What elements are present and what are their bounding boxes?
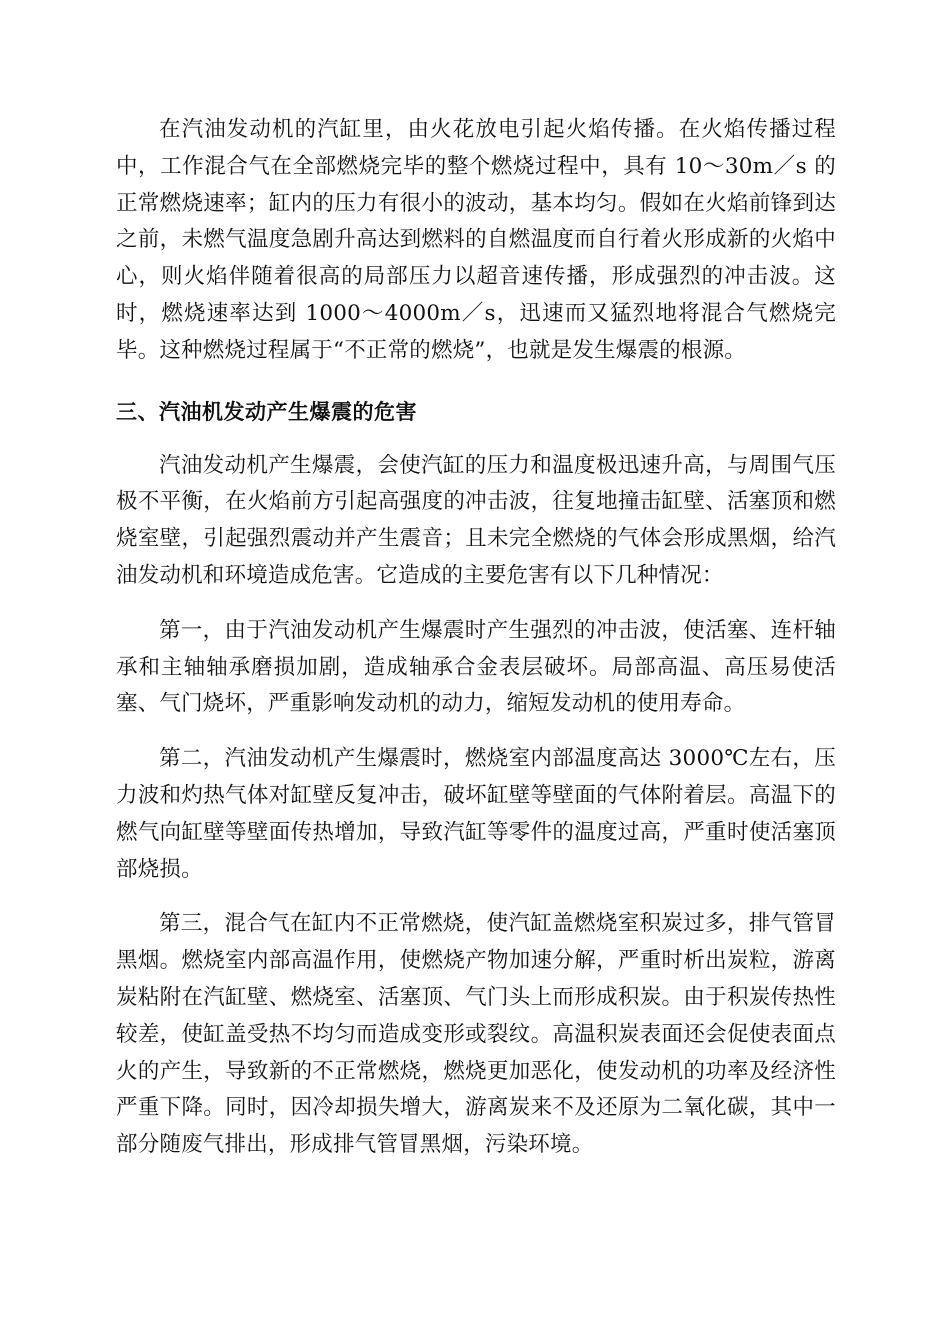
- paragraph-combustion-process: 在汽油发动机的汽缸里，由火花放电引起火焰传播。在火焰传播过程中，工作混合气在全部燃烧完毕的整个燃烧过程中，具有 10～30m／s 的正常燃烧速率；缸内的压力有很小的波动，基本均匀。假如在火焰前锋到达之前，未燃气温度急剧升高达到燃料的自燃温度而自行着火形成新的火焰中心，则火焰伴随着很高的局部压力以超音速传播，形成强烈的冲击波。这时，燃烧速率达到 1000～4000m／s，迅速而又猛烈地将混合气燃烧完毕。这种燃烧过程属于“不正常的燃烧”，也就是发生爆震的根源。: [116, 117, 836, 363]
- paragraph-hazard-first: 第一，由于汽油发动机产生爆震时产生强烈的冲击波，使活塞、连杆轴承和主轴轴承磨损加剧，造成轴承合金表层破坏。局部高温、高压易使活塞、气门烧坏，严重影响发动机的动力，缩短发动机的使用寿命。: [116, 617, 836, 717]
- document-page: [116, 112, 836, 1164]
- section-heading: 三、汽油机发动产生爆震的危害: [116, 399, 417, 424]
- paragraph-hazards-intro: 汽油发动机产生爆震，会使汽缸的压力和温度极迅速升高，与周围气压极不平衡，在火焰前方引起高强度的冲击波，往复地撞击缸壁、活塞顶和燃烧室壁，引起强烈震动并产生震音；且未完全燃烧的气体会形成黑烟，给汽油发动机和环境造成危害。它造成的主要危害有以下几种情况：: [116, 452, 836, 588]
- paragraph-hazard-third: 第三，混合气在缸内不正常燃烧，使汽缸盖燃烧室积炭过多，排气管冒黑烟。燃烧室内部高温作用，使燃烧产物加速分解，严重时析出炭粒，游离炭粘附在汽缸壁、燃烧室、活塞顶、气门头上而形成积炭。由于积炭传热性较差，使缸盖受热不均匀而造成变形或裂纹。高温积炭表面还会促使表面点火的产生，导致新的不正常燃烧，燃烧更加恶化，使发动机的功率及经济性严重下降。同时，因冷却损失增大，游离炭来不及还原为二氧化碳，其中一部分随废气排出，形成排气管冒黑烟，污染环境。: [116, 911, 836, 1158]
- paragraph-hazard-second: 第二，汽油发动机产生爆震时，燃烧室内部温度高达 3000℃左右，压力波和灼热气体对缸壁反复冲击，破坏缸壁等壁面的气体附着层。高温下的燃气向缸壁等壁面传热增加，导致汽缸等零件的温度过高，严重时使活塞顶部烧损。: [116, 746, 836, 882]
